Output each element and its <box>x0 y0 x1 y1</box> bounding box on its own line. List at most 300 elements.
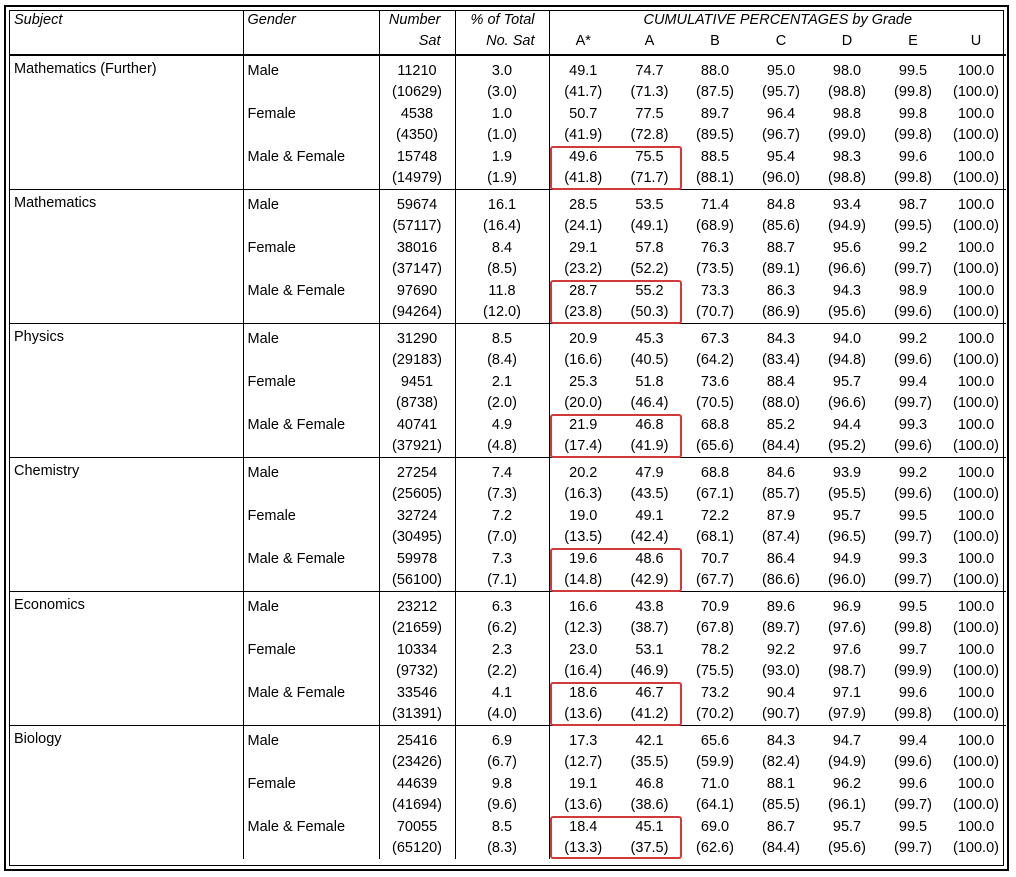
grade-cell: 78.2 <box>700 641 730 658</box>
grade-cell: (98.7) <box>828 663 866 680</box>
grade-cell: 100.0 <box>957 507 995 524</box>
grade-cell: (16.6) <box>549 350 617 372</box>
pct-total-cell: 7.4 <box>455 462 549 484</box>
grade-cell: 53.1 <box>635 641 664 658</box>
grade-cell: (70.5) <box>696 395 734 412</box>
gender-cell: Male & Female <box>243 548 379 570</box>
grade-cell: 88.4 <box>766 373 796 390</box>
grade-cell: (70.7) <box>696 304 734 321</box>
grade-cell: (75.5) <box>696 663 734 680</box>
grade-cell: 99.8 <box>898 105 928 122</box>
pct-total-cell: 11.8 <box>455 280 549 302</box>
table-row <box>10 414 1006 436</box>
grade-cell: 100.0 <box>957 196 995 213</box>
grade-cell: 48.6 <box>635 550 664 567</box>
grade-cell: 93.4 <box>832 196 862 213</box>
table-row <box>10 816 1006 838</box>
grade-cell: 100.0 <box>957 775 995 792</box>
gender-cell: Male & Female <box>243 280 379 302</box>
grade-cell: (38.7) <box>630 620 669 637</box>
subject-name: Mathematics <box>14 195 97 211</box>
grade-cell: (64.2) <box>696 352 734 369</box>
gender-cell <box>243 484 379 506</box>
grade-cell: 100.0 <box>957 641 995 658</box>
gender-cell: Male & Female <box>243 682 379 704</box>
header-gender-blank <box>243 32 379 55</box>
grade-cell: 86.7 <box>766 818 796 835</box>
grade-cell: 99.4 <box>898 732 928 749</box>
gender-cell <box>243 661 379 683</box>
pct-total-cell: (3.0) <box>455 82 549 104</box>
grade-cell: 100.0 <box>957 373 995 390</box>
subject-name <box>10 146 243 168</box>
grade-cell: (99.8) <box>894 620 932 637</box>
grade-cell: (99.6) <box>894 486 932 503</box>
header-grade: A <box>644 33 655 49</box>
grade-cell: 19.1 <box>549 773 617 795</box>
grade-cell: 94.7 <box>832 732 862 749</box>
grade-cell: 84.3 <box>766 330 796 347</box>
grade-cell: (99.9) <box>894 663 932 680</box>
pct-total-cell: (4.8) <box>455 436 549 458</box>
gender-cell <box>243 570 379 592</box>
header-grade: D <box>841 33 853 49</box>
grade-cell: 43.8 <box>635 598 664 615</box>
header-pct-total-2: No. Sat <box>455 32 549 55</box>
grade-cell: (100.0) <box>953 304 999 321</box>
grade-cell: (72.8) <box>630 127 669 144</box>
grade-cell: (43.5) <box>630 486 669 503</box>
grade-cell: (94.9) <box>828 754 866 771</box>
grade-cell: 99.5 <box>898 507 928 524</box>
number-sat-cell: 27254 <box>379 462 455 484</box>
grade-cell: (67.7) <box>696 572 734 589</box>
grade-cell: 89.6 <box>766 598 796 615</box>
pct-total-cell: (2.0) <box>455 393 549 415</box>
grade-cell: (13.6) <box>549 795 617 817</box>
gender-cell: Female <box>243 103 379 125</box>
gender-cell <box>243 216 379 238</box>
grade-cell: (88.1) <box>696 170 734 187</box>
grade-cell: (41.2) <box>630 706 669 723</box>
grade-cell: 89.7 <box>700 105 730 122</box>
pct-total-cell: 3.0 <box>455 60 549 82</box>
grade-cell: (85.5) <box>762 797 800 814</box>
grade-cell: (99.5) <box>894 218 932 235</box>
grade-cell: 69.0 <box>700 818 730 835</box>
grade-cell: 19.6 <box>549 548 617 570</box>
grade-cell: (23.8) <box>549 302 617 324</box>
grade-cell: (93.0) <box>762 663 800 680</box>
table-row <box>10 280 1006 302</box>
grade-cell: 98.8 <box>832 105 862 122</box>
gender-cell <box>243 259 379 281</box>
grade-cell: (99.8) <box>894 706 932 723</box>
table-row <box>10 82 1006 104</box>
number-sat-cell: (30495) <box>379 527 455 549</box>
grade-cell: (41.7) <box>549 82 617 104</box>
pct-total-cell: (4.0) <box>455 704 549 726</box>
grade-cell: 100.0 <box>957 282 995 299</box>
subject-name <box>10 436 243 458</box>
grade-cell: 42.1 <box>635 732 664 749</box>
grade-cell: 98.0 <box>832 62 862 79</box>
grade-cell: 84.8 <box>766 196 796 213</box>
grade-cell: 100.0 <box>957 330 995 347</box>
pct-total-cell: 16.1 <box>455 194 549 216</box>
gender-cell <box>243 704 379 726</box>
grade-cell: (100.0) <box>953 218 999 235</box>
pct-total-cell: (1.0) <box>455 125 549 147</box>
grade-cell: (98.8) <box>828 84 866 101</box>
grade-cell: (96.7) <box>762 127 800 144</box>
grade-cell: 90.4 <box>766 684 796 701</box>
grade-cell: 45.1 <box>635 818 664 835</box>
table-row <box>10 704 1006 726</box>
gender-cell: Male <box>243 462 379 484</box>
grade-cell: 71.0 <box>700 775 730 792</box>
grade-cell: 94.3 <box>832 282 862 299</box>
table-row <box>10 682 1006 704</box>
table-row <box>10 146 1006 168</box>
grade-cell: (85.6) <box>762 218 800 235</box>
number-sat-cell: 25416 <box>379 730 455 752</box>
grade-cell: (42.9) <box>630 572 669 589</box>
subject-name <box>10 484 243 506</box>
table-row <box>10 371 1006 393</box>
subject-name <box>10 661 243 683</box>
gender-cell <box>243 618 379 640</box>
grade-cell: 96.4 <box>766 105 796 122</box>
grade-cell: 100.0 <box>957 239 995 256</box>
number-sat-cell: (9732) <box>379 661 455 683</box>
gender-cell <box>243 302 379 324</box>
grade-cell: 100.0 <box>957 818 995 835</box>
number-sat-cell: (29183) <box>379 350 455 372</box>
table-row <box>10 618 1006 640</box>
grade-cell: 65.6 <box>700 732 730 749</box>
table-row <box>10 596 1006 618</box>
subject-name <box>10 82 243 104</box>
header-grade: B <box>710 33 720 49</box>
grade-cell: 99.3 <box>898 550 928 567</box>
gender-cell: Female <box>243 773 379 795</box>
grade-cell: 88.0 <box>700 62 730 79</box>
gender-cell <box>243 350 379 372</box>
grade-cell: (99.8) <box>894 84 932 101</box>
grade-cell: 99.5 <box>898 62 928 79</box>
pct-total-cell: 9.8 <box>455 773 549 795</box>
number-sat-cell: 9451 <box>379 371 455 393</box>
grade-cell: 47.9 <box>635 464 664 481</box>
pct-total-cell: (12.0) <box>455 302 549 324</box>
grade-cell: 51.8 <box>635 373 664 390</box>
grade-cell: (100.0) <box>953 663 999 680</box>
pct-total-cell: 8.5 <box>455 328 549 350</box>
subject-name <box>10 414 243 436</box>
grade-cell: 50.7 <box>549 103 617 125</box>
number-sat-cell: 33546 <box>379 682 455 704</box>
header-number-sat: Number <box>379 11 455 32</box>
grade-cell: 100.0 <box>957 684 995 701</box>
grade-cell: (13.3) <box>549 838 617 860</box>
grade-cell: 100.0 <box>957 148 995 165</box>
grade-cell: (100.0) <box>953 754 999 771</box>
pct-total-cell: (16.4) <box>455 216 549 238</box>
header-grade: C <box>775 33 787 49</box>
grade-cell: (90.7) <box>762 706 800 723</box>
grade-cell: (100.0) <box>953 170 999 187</box>
grade-cell: 96.2 <box>832 775 862 792</box>
grade-cell: (89.1) <box>762 261 800 278</box>
gender-cell: Female <box>243 371 379 393</box>
table-row <box>10 125 1006 147</box>
grade-cell: (64.1) <box>696 797 734 814</box>
grade-cell: (68.1) <box>696 529 734 546</box>
grade-cell: 100.0 <box>957 62 995 79</box>
subject-name <box>10 838 243 860</box>
grade-cell: 20.9 <box>549 328 617 350</box>
gender-cell: Male <box>243 596 379 618</box>
grade-cell: (41.9) <box>549 125 617 147</box>
grade-cell: (99.7) <box>894 797 932 814</box>
grade-cell: (99.7) <box>894 840 932 857</box>
grade-cell: (41.9) <box>630 438 669 455</box>
gender-cell: Male & Female <box>243 146 379 168</box>
grade-cell: (95.5) <box>828 486 866 503</box>
grade-cell: 21.9 <box>549 414 617 436</box>
grade-cell: 100.0 <box>957 598 995 615</box>
grade-cell: 73.2 <box>700 684 730 701</box>
table-row <box>10 639 1006 661</box>
grade-cell: (87.4) <box>762 529 800 546</box>
table-row <box>10 328 1006 350</box>
number-sat-cell: (37147) <box>379 259 455 281</box>
pct-total-cell: (6.7) <box>455 752 549 774</box>
grade-cell: (24.1) <box>549 216 617 238</box>
grade-cell: (62.6) <box>696 840 734 857</box>
table-frame <box>4 5 1009 871</box>
grade-cell: 88.7 <box>766 239 796 256</box>
grade-cell: 29.1 <box>549 237 617 259</box>
subject-name <box>10 548 243 570</box>
grade-cell: (97.9) <box>828 706 866 723</box>
grade-cell: 16.6 <box>549 596 617 618</box>
table-row <box>10 60 1006 82</box>
gender-cell <box>243 795 379 817</box>
grade-cell: (50.3) <box>630 304 669 321</box>
gender-cell: Male <box>243 60 379 82</box>
grade-cell: 86.3 <box>766 282 796 299</box>
grade-cell: 46.7 <box>635 684 664 701</box>
grade-cell: 97.6 <box>832 641 862 658</box>
grade-cell: (96.0) <box>828 572 866 589</box>
header-subject-blank <box>10 32 243 55</box>
number-sat-cell: (65120) <box>379 838 455 860</box>
number-sat-cell: (14979) <box>379 168 455 190</box>
table-row <box>10 570 1006 592</box>
pct-total-cell: 2.3 <box>455 639 549 661</box>
grade-cell: (99.6) <box>894 438 932 455</box>
number-sat-cell: 31290 <box>379 328 455 350</box>
grade-cell: 84.3 <box>766 732 796 749</box>
grade-cell: 84.6 <box>766 464 796 481</box>
subject-name <box>10 280 243 302</box>
subject-name <box>10 125 243 147</box>
gender-cell: Male <box>243 328 379 350</box>
pct-total-cell: 2.1 <box>455 371 549 393</box>
subject-name: Economics <box>14 597 85 613</box>
subject-name: Chemistry <box>14 463 80 479</box>
subject-name: Mathematics (Further) <box>14 61 157 77</box>
number-sat-cell: (56100) <box>379 570 455 592</box>
grade-cell: 95.6 <box>832 239 862 256</box>
gender-cell: Female <box>243 237 379 259</box>
header-grade: A* <box>549 32 617 55</box>
grade-cell: 73.3 <box>700 282 730 299</box>
number-sat-cell: 70055 <box>379 816 455 838</box>
subject-name: Biology <box>14 731 62 747</box>
grade-cell: 45.3 <box>635 330 664 347</box>
grade-cell: (67.1) <box>696 486 734 503</box>
grade-cell: 95.7 <box>832 818 862 835</box>
grade-cell: 92.2 <box>766 641 796 658</box>
grade-cell: (46.9) <box>630 663 669 680</box>
table-row <box>10 773 1006 795</box>
grade-cell: (86.9) <box>762 304 800 321</box>
pct-total-cell: (6.2) <box>455 618 549 640</box>
grade-cell: 88.5 <box>700 148 730 165</box>
grade-cell: 97.1 <box>832 684 862 701</box>
subject-name <box>10 168 243 190</box>
grade-cell: 94.9 <box>832 550 862 567</box>
grade-cell: (38.6) <box>630 797 669 814</box>
grade-cell: 68.8 <box>700 416 730 433</box>
subject-name <box>10 752 243 774</box>
grade-cell: (82.4) <box>762 754 800 771</box>
table-row <box>10 505 1006 527</box>
pct-total-cell: 8.5 <box>455 816 549 838</box>
gender-cell: Male <box>243 194 379 216</box>
grade-cell: 18.6 <box>549 682 617 704</box>
grade-cell: (41.8) <box>549 168 617 190</box>
grade-cell: 95.0 <box>766 62 796 79</box>
subject-name <box>10 704 243 726</box>
header-cumulative: CUMULATIVE PERCENTAGES by Grade <box>549 11 1006 32</box>
grade-cell: (13.6) <box>549 704 617 726</box>
header-grade: E <box>908 33 918 49</box>
grade-cell: 53.5 <box>635 196 664 213</box>
grade-cell: (100.0) <box>953 352 999 369</box>
grade-cell: 23.0 <box>549 639 617 661</box>
number-sat-cell: (10629) <box>379 82 455 104</box>
table-row <box>10 168 1006 190</box>
gender-cell: Male & Female <box>243 414 379 436</box>
grade-cell: (99.0) <box>828 127 866 144</box>
grade-cell: (20.0) <box>549 393 617 415</box>
subject-name <box>10 773 243 795</box>
grade-cell: 100.0 <box>957 550 995 567</box>
grade-cell: 49.1 <box>549 60 617 82</box>
subject-name <box>10 816 243 838</box>
subject-name <box>10 682 243 704</box>
grade-cell: (95.2) <box>828 438 866 455</box>
grade-cell: 46.8 <box>635 775 664 792</box>
grades-table <box>10 11 1006 859</box>
gender-cell <box>243 838 379 860</box>
grade-cell: (96.1) <box>828 797 866 814</box>
subject-name <box>10 259 243 281</box>
grade-cell: 95.4 <box>766 148 796 165</box>
grade-cell: (89.5) <box>696 127 734 144</box>
grade-cell: 49.6 <box>549 146 617 168</box>
grade-cell: (100.0) <box>953 395 999 412</box>
grade-cell: 87.9 <box>766 507 796 524</box>
grade-cell: 17.3 <box>549 730 617 752</box>
table-row <box>10 661 1006 683</box>
pct-total-cell: 4.9 <box>455 414 549 436</box>
table-row <box>10 436 1006 458</box>
grade-cell: (71.7) <box>630 170 669 187</box>
number-sat-cell: 10334 <box>379 639 455 661</box>
subject-name <box>10 527 243 549</box>
gender-cell <box>243 527 379 549</box>
gender-cell: Male & Female <box>243 816 379 838</box>
subject-name <box>10 350 243 372</box>
number-sat-cell: 32724 <box>379 505 455 527</box>
table-row <box>10 730 1006 752</box>
number-sat-cell: (21659) <box>379 618 455 640</box>
table-row <box>10 103 1006 125</box>
grade-cell: (100.0) <box>953 127 999 144</box>
gender-cell <box>243 752 379 774</box>
number-sat-cell: (41694) <box>379 795 455 817</box>
grade-cell: (100.0) <box>953 486 999 503</box>
grade-cell: 77.5 <box>635 105 664 122</box>
grade-cell: (100.0) <box>953 706 999 723</box>
grade-cell: 28.7 <box>549 280 617 302</box>
grade-cell: 99.2 <box>898 464 928 481</box>
table-row <box>10 548 1006 570</box>
pct-total-cell: 6.9 <box>455 730 549 752</box>
grade-cell: (37.5) <box>630 840 669 857</box>
grade-cell: (70.2) <box>696 706 734 723</box>
gender-cell <box>243 436 379 458</box>
grade-cell: 99.5 <box>898 818 928 835</box>
gender-cell: Male <box>243 730 379 752</box>
grade-cell: 94.4 <box>832 416 862 433</box>
grade-cell: (100.0) <box>953 261 999 278</box>
number-sat-cell: 15748 <box>379 146 455 168</box>
pct-total-cell: 6.3 <box>455 596 549 618</box>
number-sat-cell: 97690 <box>379 280 455 302</box>
pct-total-cell: 1.0 <box>455 103 549 125</box>
grade-cell: 49.1 <box>635 507 664 524</box>
table-row <box>10 462 1006 484</box>
subject-name <box>10 393 243 415</box>
table-row <box>10 838 1006 860</box>
number-sat-cell: (23426) <box>379 752 455 774</box>
pct-total-cell: 7.3 <box>455 548 549 570</box>
grade-cell: (87.5) <box>696 84 734 101</box>
pct-total-cell: (7.3) <box>455 484 549 506</box>
pct-total-cell: (9.6) <box>455 795 549 817</box>
pct-total-cell: (7.0) <box>455 527 549 549</box>
grade-cell: 85.2 <box>766 416 796 433</box>
grade-cell: 99.2 <box>898 239 928 256</box>
grade-cell: (99.8) <box>894 127 932 144</box>
table-row <box>10 484 1006 506</box>
